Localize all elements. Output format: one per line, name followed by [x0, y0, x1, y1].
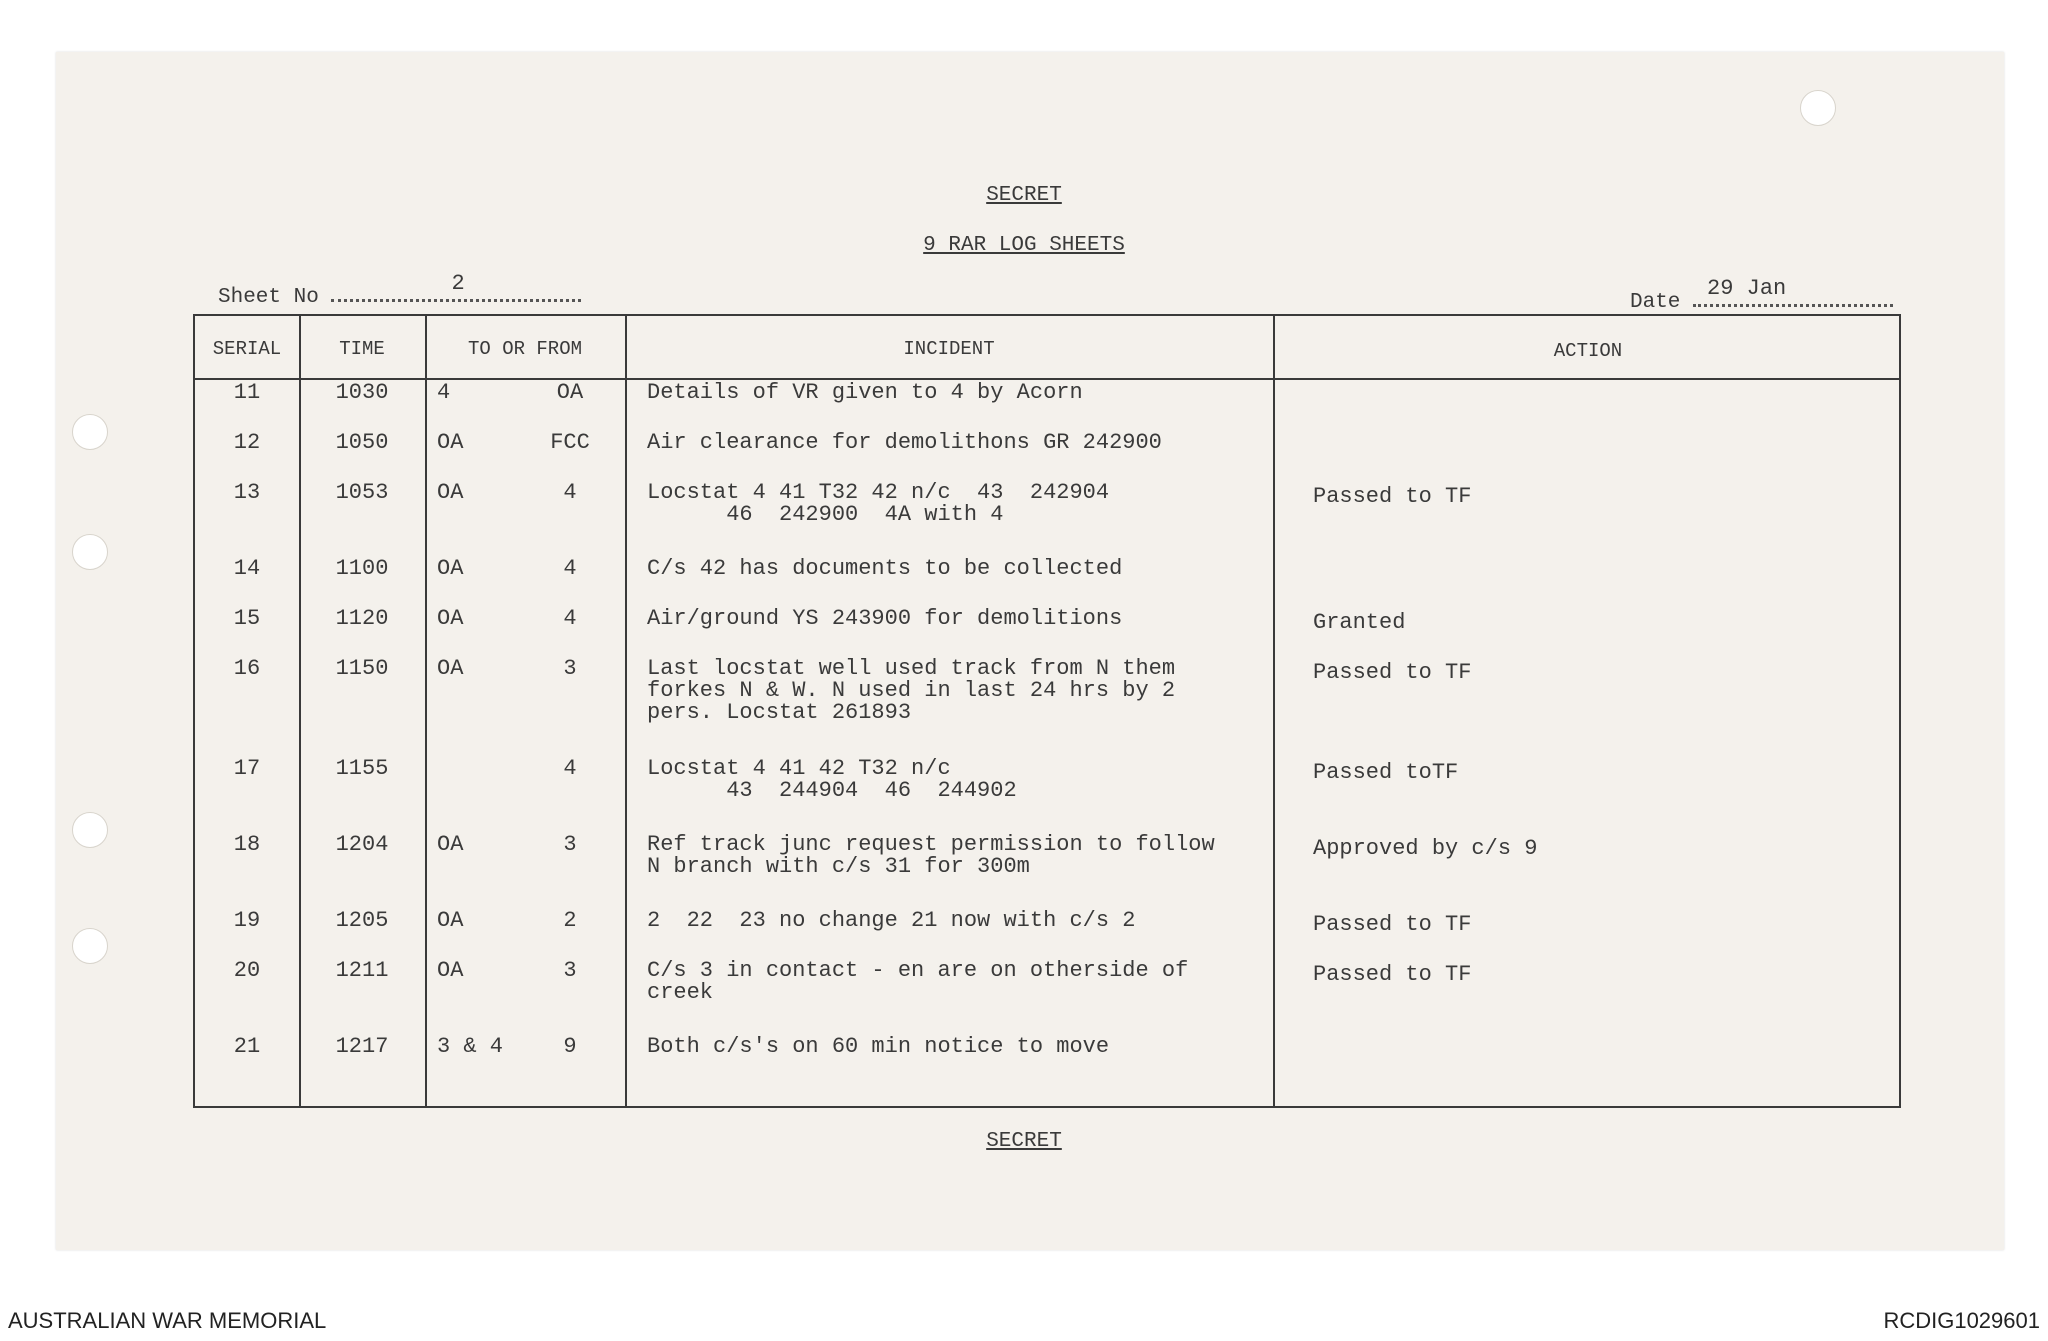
row-14-incident: C/s 42 has documents to be collected [647, 556, 1123, 581]
row-11-incident: Details of VR given to 4 by Acorn [647, 380, 1083, 405]
row-15-to: OA [437, 606, 464, 631]
row-19-time: 1205 [335, 908, 389, 933]
sheet-value: 2 [451, 271, 465, 296]
sheet-dotted-line [331, 271, 581, 302]
row-18-to: OA [437, 832, 464, 857]
row-19-from: 2 [563, 908, 577, 933]
row-12-time: 1050 [335, 430, 389, 455]
row-18-serial: 18 [233, 832, 261, 857]
row-15-from: 4 [563, 606, 577, 631]
row-16-action: Passed to TF [1313, 660, 1472, 685]
row-12-serial: 12 [233, 430, 261, 455]
row-16-serial: 16 [233, 656, 261, 681]
row-18-action: Approved by c/s 9 [1313, 836, 1538, 861]
row-14-serial: 14 [233, 556, 261, 581]
row-19-action: Passed to TF [1313, 912, 1472, 937]
row-15-serial: 15 [233, 606, 261, 631]
row-11-to: 4 [437, 380, 451, 405]
column-divider [1273, 316, 1275, 1106]
row-13-serial: 13 [233, 480, 261, 505]
column-header-serial: SERIAL [212, 338, 282, 360]
date-value: 29 Jan [1707, 276, 1787, 301]
row-20-incident: C/s 3 in contact - en are on otherside of creek [647, 958, 1189, 1005]
row-21-incident: Both c/s's on 60 min notice to move [647, 1034, 1110, 1059]
column-header-to-from: TO OR FROM [467, 338, 583, 360]
column-header-incident: INCIDENT [903, 338, 995, 360]
row-18-from: 3 [563, 832, 577, 857]
row-12-incident: Air clearance for demolithons GR 242900 [647, 430, 1162, 455]
row-14-from: 4 [563, 556, 577, 581]
row-17-serial: 17 [233, 756, 261, 781]
punch-hole [72, 414, 108, 450]
sheet-date [1630, 276, 1893, 314]
row-12-to: OA [437, 430, 464, 455]
row-16-incident: Last locstat well used track from N them forkes N & W. N used in last 24 hrs by 2 pers. Locstat 261893 [647, 656, 1176, 725]
column-divider [625, 316, 627, 1106]
row-11-time: 1030 [335, 380, 389, 405]
row-11-serial: 11 [233, 380, 261, 405]
row-21-time: 1217 [335, 1034, 389, 1059]
log-table [193, 314, 1901, 1108]
row-17-action: Passed toTF [1313, 760, 1459, 785]
column-divider [425, 316, 427, 1106]
row-17-time: 1155 [335, 756, 389, 781]
row-13-action: Passed to TF [1313, 484, 1472, 509]
classification-top: SECRET [986, 184, 1062, 207]
row-19-to: OA [437, 908, 464, 933]
row-21-to: 3 & 4 [437, 1034, 504, 1059]
punch-hole [72, 928, 108, 964]
row-16-from: 3 [563, 656, 577, 681]
row-15-time: 1120 [335, 606, 389, 631]
column-header-action: ACTION [1553, 340, 1623, 362]
row-16-time: 1150 [335, 656, 389, 681]
row-11-from: OA [556, 380, 584, 405]
punch-hole [1800, 90, 1836, 126]
row-18-time: 1204 [335, 832, 389, 857]
sheet-label: Sheet No [218, 286, 319, 309]
document-title: 9 RAR LOG SHEETS [923, 234, 1125, 257]
row-15-action: Granted [1313, 610, 1406, 635]
column-header-time: TIME [339, 338, 385, 360]
classification-bottom: SECRET [986, 1130, 1062, 1153]
row-14-time: 1100 [335, 556, 389, 581]
row-17-incident: Locstat 4 41 42 T32 n/c 43 244904 46 244902 [647, 756, 1017, 803]
row-20-serial: 20 [233, 958, 261, 983]
row-20-action: Passed to TF [1313, 962, 1472, 987]
row-19-serial: 19 [233, 908, 261, 933]
row-20-time: 1211 [335, 958, 389, 983]
row-12-from: FCC [550, 430, 590, 455]
row-19-incident: 2 22 23 no change 21 now with c/s 2 [647, 908, 1136, 933]
row-13-to: OA [437, 480, 464, 505]
row-14-to: OA [437, 556, 464, 581]
punch-hole [72, 812, 108, 848]
date-label: Date [1630, 291, 1681, 314]
punch-hole [72, 534, 108, 570]
archive-source: AUSTRALIAN WAR MEMORIAL [8, 1308, 327, 1333]
archive-image-id: RCDIG1029601 [1883, 1308, 2040, 1333]
row-15-incident: Air/ground YS 243900 for demolitions [647, 606, 1123, 631]
archive-footer [0, 1300, 2048, 1341]
row-21-serial: 21 [233, 1034, 261, 1059]
date-dotted-line [1693, 276, 1893, 307]
sheet-number [218, 271, 581, 309]
row-20-from: 3 [563, 958, 577, 983]
row-17-from: 4 [563, 756, 577, 781]
row-20-to: OA [437, 958, 464, 983]
row-13-from: 4 [563, 480, 577, 505]
row-16-to: OA [437, 656, 464, 681]
row-21-from: 9 [563, 1034, 577, 1059]
row-18-incident: Ref track junc request permission to follow N branch with c/s 31 for 300m [647, 832, 1215, 879]
row-13-time: 1053 [335, 480, 389, 505]
row-13-incident: Locstat 4 41 T32 42 n/c 43 242904 46 242900 4A with 4 [647, 480, 1110, 527]
